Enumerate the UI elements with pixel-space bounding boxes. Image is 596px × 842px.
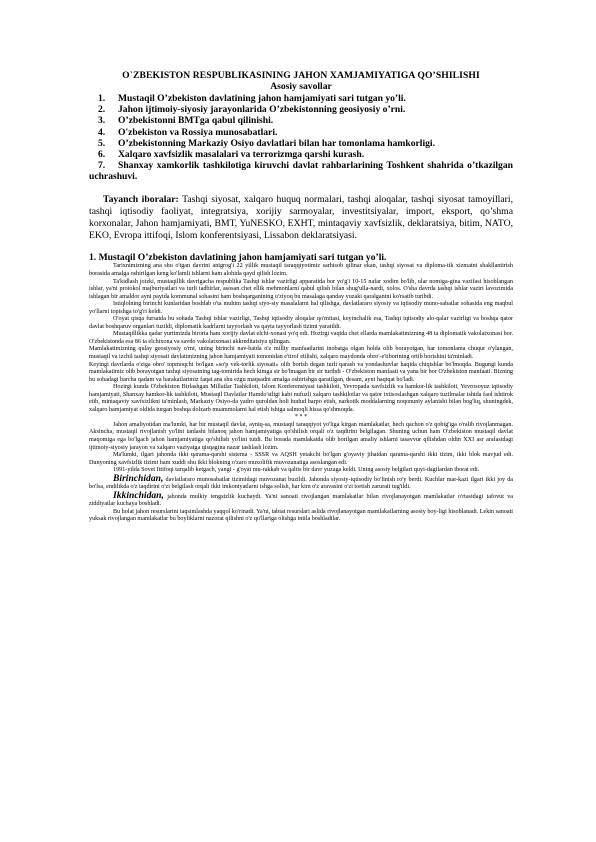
question-text: Mustaqil O’zbekiston davlatining jahon hamjamiyati sari tutgan yo’li. xyxy=(118,93,406,104)
paragraph-lead: Birinchidan, xyxy=(113,472,164,484)
body-paragraph: Keyingi davrlarda o'ziga obro' topmoqchi bo'lgan «so'p vek-torlik siyosati» olib borish degan turli qarash va yondashuvlar haqida chiqishlar bo'lmoqda. Bugungi kunda mamlakatimiz olib borayotgan tashqi siyosatning tag-tomirida hech kimga sir bo'lmagan bir sir turibdi - O'zbekiston manfaati va yana bir bor O'zbekiston manfaati. Bizning bu sohadagi barcha qadam va harakatlarimiz faqat ana shu ezgu maqsadni amalga oshirishga qaratilgan, desam, ayni haqiqat bo'ladi. xyxy=(89,361,513,383)
body-paragraph: Mustaqillikka qadar yurtimizda birorta ham xorijiy davlat elchi-xonasi yo'q edi. Hozirgi vaqtda chet ellarda mamlakatimizning 48 ta diplomatik vakolatxonasi bor. O'zbekistonda esa 86 ta elchixona va savdo vakolatxonasi akkreditatsiya qilingan. xyxy=(89,331,513,345)
question-number: 6. xyxy=(98,149,106,161)
body-paragraph: Bu holat jahon resurslarini taqsimlashda yaqqol ko'rinadi. Ya'ni, tabiat resurslari aslida rivojlanayotgan mamlakatlarning asosiy boy-ligi hisoblanadi. Lekin sanoati yuksak rivojlangan mamlakatlar bu boyliklarni nazorat qilishni o'z qo'llariga olishga intila boshladilar. xyxy=(89,508,513,523)
keywords-paragraph xyxy=(89,194,513,243)
paragraph-lead: Ikkinchidan, xyxy=(113,489,164,501)
question-item xyxy=(89,104,513,115)
question-number: 3. xyxy=(98,115,106,127)
body-paragraph: Ta'kidlash joizki, mustaqillik davrigacha respublika Tashqi ishlar vazirligi apparatida bor yo'g'i 10-15 nafar xodim bo'lib, ular nomiga-gina vazifasi hisoblangan ishlar, ya'ni protokol majburiyatlari va turli tadbirlar, asosan chet ellik mehmonlarni qabul qilish bilan shug'ulla-nardi, xolos. O'sha davrda tashqi ishlar vaziri lavozimida ishlagan bir amaldor ayni paytda kommunal sohasini ham boshqarganining o'ziyoq bu masalaga qanday yuzaki qaralganini ko'rsatib turibdi. xyxy=(89,278,513,300)
body-paragraph: Mamlakatimizning qulay geosiyosiy o'rni, uning birinchi nav-batda o'z milliy manfaatlarini inobatga olgan holda olib borayotgan, har tomonlama chuqur o'ylangan, mustaqil va izchil tashqi siyosati davlatimizning jahon hamjamiyati tomonidan e'tirof etilishi, xalqaro maydonda obro'-e'tiborining ortib borishini ta'minladi. xyxy=(89,346,513,360)
question-item xyxy=(89,160,513,182)
document-title: O`ZBEKISTON RESPUBLIKASINING JAHON XAMJAMIYATIGA QO’SHILISHI xyxy=(122,70,480,81)
body-paragraph xyxy=(89,489,513,509)
question-number: 5. xyxy=(98,137,106,149)
questions-list xyxy=(89,93,513,183)
body-paragraph: Istiqlolning birinchi kunlaridan boshlab o'ta muhim tashqi siyo-siy masalalarni hal qilishga, davlatlararo siyosiy va iqtisodiy muno-sabatlar sohasida eng maqbul yo'llarni topishga to'g'ri keldi. xyxy=(89,301,513,315)
document-subtitle: Asosiy savollar xyxy=(270,81,332,92)
question-text: Xalqaro xavfsizlik masalalari va terrorizmga qarshi kurash. xyxy=(118,149,365,161)
body-paragraph: Ma'lumki, ilgari jahonda ikki qarama-qarshi sistema - SSSR va AQSH yetakchi bo'lgan g'oyaviy jihatdan qarama-qarshi ikki tizim, ikki blok mavjud edi. Dunyoning xavfsizlik tizimi ham xuddi shu ikki blokning o'zaro muxolifik muvozanatiga asoslangan edi. xyxy=(89,452,513,466)
section-separator: * * * xyxy=(294,414,308,421)
keywords-text: Tashqi siyosat, xalqaro huquq normalari, tashqi aloqalar, tashqi siyosat tamoyillari, tashqi iqtisodiy faoliyat, integratsiya, xorijiy sarmoyalar, investitsiyalar, import, eksport, qo’shma korxonalar, Jahon hamjamiyati, BMT, YuNESKO, EXHT, mintaqaviy xavfsizlik, deklaratsiya, bitim, NATO, EKO, Evropa ittifoqi, Islom konferentsiyasi, Lissabon deklaratsiyasi. xyxy=(89,193,513,242)
paragraph-text: jahonda mulkiy tengsizlik kuchaydi. Ya'ni sanoati rivojlangan mamlakatlar bilan rivojlanayotgan mamlakatlar o'rtasidagi tafovut va ziddiyatlar kuchaya boshladi. xyxy=(89,493,513,508)
question-item xyxy=(89,93,513,104)
question-number: 1. xyxy=(98,93,106,104)
question-text: Shanxay xamkorlik tashkilotiga kiruvchi davlat rahbarlarining Toshkent shahrida o’tkazilgan uchrashuvi. xyxy=(89,160,513,183)
body-paragraph: O'oyat qisqa fursatda bu sohada Tashqi ishlar vazirligi, Tashqi iqtisodiy aloqalar qo'mitasi, keyinchalik esa, Tashqi iqtisodiy alo-qalar vazirligi va boshqa qator davlat boshqaruv organlari tuzildi, diplomatik kadrlarni tayyorlash va qayta tayyorlash tizimi yaratildi. xyxy=(89,316,513,330)
body-paragraph: Hozirgi kunda O'zbekiston Birlashgan Millatlar Tashkiloti, Islom Konferensiyasi tashkiloti, Yevropada xavfsizlik va hamkor-lik tashkiloti, Yevrosoyuz iqtisodiy hamjamiyati, Shanxay hamkor-lik tashkiloti, Mustaqil Davlatlar Hamdo'stligi kabi nufuzli xalqaro tashkilotlar va qator ixtisoslashgan xalqaro tuzilmalar ishida faol ishtirok etib, mintaqaviy xavfsizlikni ta'minlash, Markaziy Osiyo-da yadro quroldan holi hudud barpo etish, narkotik moddalarning noqonuniy aylanishi bilan bog'liq, shuningdek, xalqaro hamjamiyat oldida turgan boshqa dolzarb muammolarni hal etish ishiga salmoqli hissa qo'shmoqda. xyxy=(89,384,513,413)
section-title: 1. Mustaqil O’zbekiston davlatining jahon hamjamiyati sari tutgan yo’li. xyxy=(89,252,387,264)
body-paragraph: Jahon amaliyotidan ma'lumki, har bir mustaqil davlat, ayniq-sa, mustaqil taraqqiyot yo'liga kirgan mamlakatlar, hech qachon o'z qobig'iga o'ralib rivojlanmagan. Aksincha, mustaqil rivojlanish yo'lini tanlashi bilanoq jahon hamjamiyatiga qo'shilish orqali o'z taqdirini belgilagan. Shuning uchun ham O'zbekiston mustaqil davlat maqomiga ega bo'lgach jahon hamjamiyatiga qo'shilish yo'lini tutdi. Bu borada mamlakatda olib borilgan amaliy ishlarni tasavvur qilishdan oldin XXI asr arafasidagi ijtimoiy-siyosiy jarayon va xalqaro vaziyatga qisqagina nazar tashlash lozim. xyxy=(89,421,513,451)
question-item xyxy=(89,127,513,138)
question-number: 2. xyxy=(98,104,106,116)
paragraph-text: davlatlararo munosabatlar tizimidagi muvozanat buzildi. Jahonda siyosiy-iqtisodiy bo'linish ro'y berdi. Kuchlar mar-kazi ilgari ikki joy da bo'lsa, endilikda o'z taqdirini o'zi belgilash orqali ikki imkoniyatlarni ishga solish, har kim o'z aravasini o'zi tortish zarurati tug'ildi. xyxy=(89,476,513,491)
question-text: O'zbekiston va Rossiya munosabatlari. xyxy=(118,126,278,138)
question-text: O’zbekistonni BMTga qabul qilinishi. xyxy=(118,115,274,127)
question-number: 4. xyxy=(98,126,106,138)
body-paragraph: 1991-yilda Sovet Ittifoqi tarqalib ketgach, yangi - g'oyat mu-rakkab va qaltis bir davr yuzaga keldi. Uning asosiy belgilari quyi-dagilardan iborat edi. xyxy=(113,467,480,474)
body-paragraph: Tarixnimizning ana shu o'tgan davrini anigrog'i 22 yillik mustaqil taraqqiyotimiz sarhisob qilinar ekan, tashqi siyosat va diploma-tik xizmatni shakllantirish borasida amalga oshirilgan keng ko'lamli ishlarni ham alohida qayd qilish lozim. xyxy=(89,263,513,277)
question-item xyxy=(89,115,513,126)
question-item xyxy=(89,138,513,149)
section-body xyxy=(89,263,513,524)
question-text: Jahon ijtimoiy-siyosiy jarayonlarida O’zbekistonning geosiyosiy o’rni. xyxy=(118,104,406,116)
question-item xyxy=(89,149,513,160)
question-number: 7. xyxy=(98,160,106,172)
keywords-label: Tayanch iboralar: xyxy=(103,193,179,205)
question-text: O’zbekistonning Markaziy Osiyo davlatlari bilan har tomonlama hamkorligi. xyxy=(118,137,435,149)
